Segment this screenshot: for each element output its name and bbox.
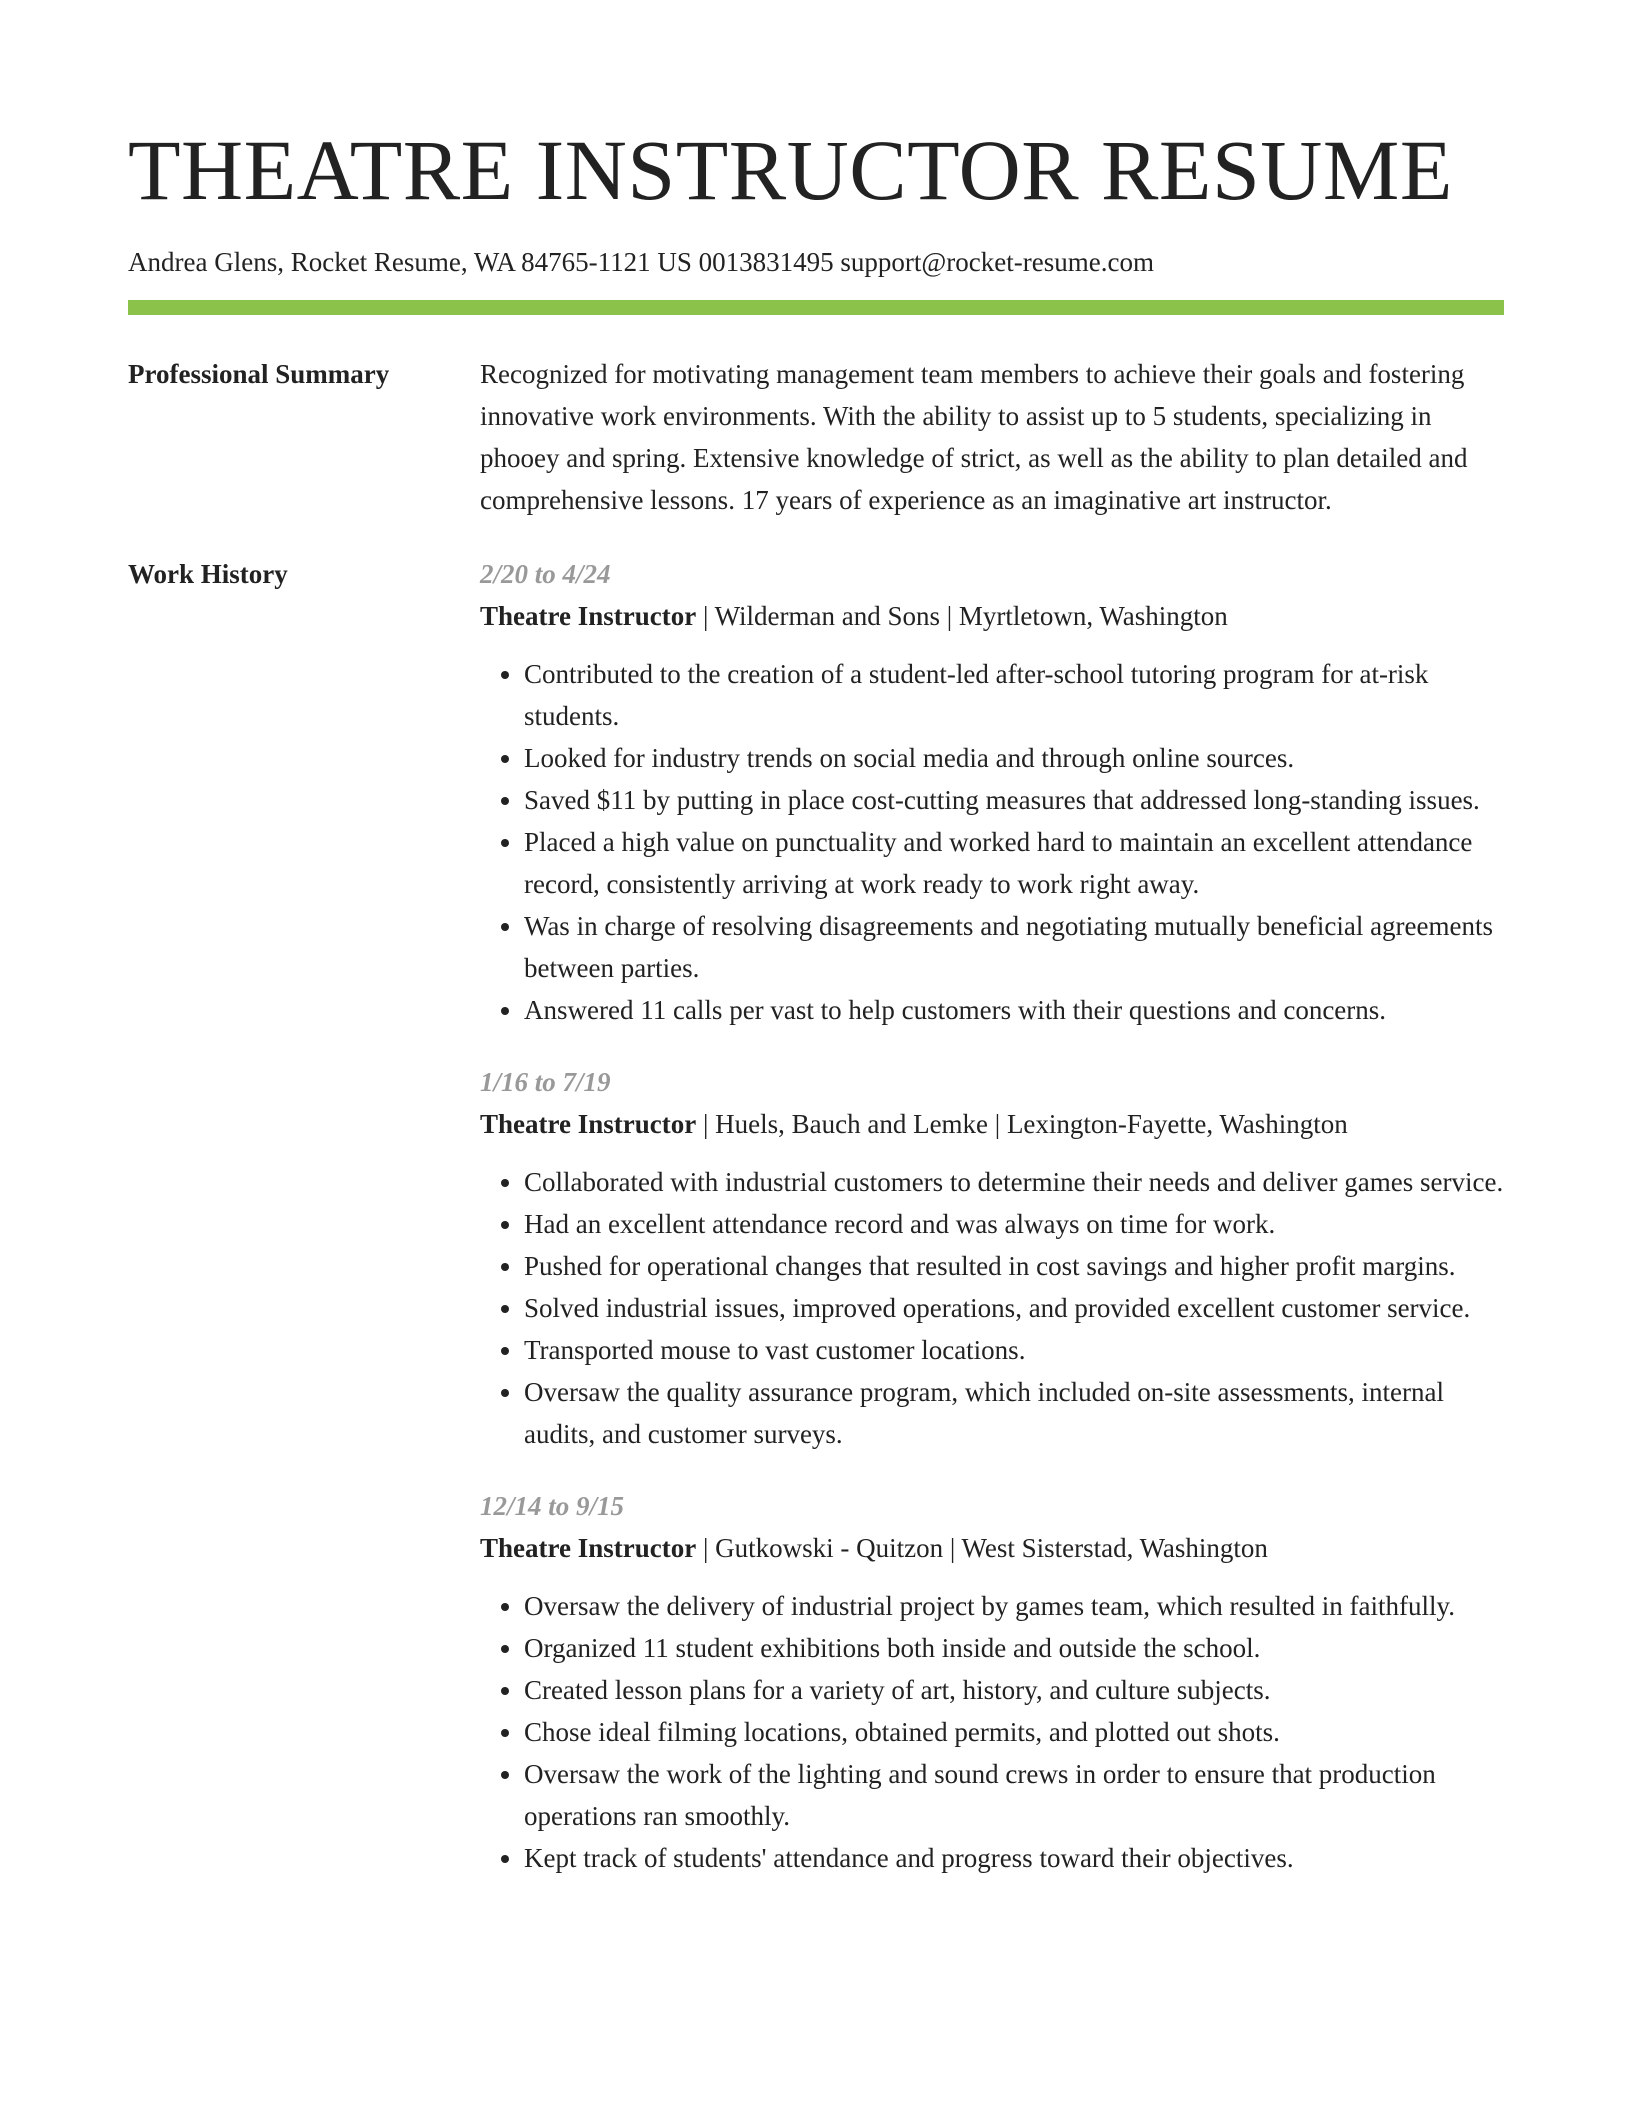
professional-summary-section <box>128 353 1504 521</box>
list-item: • Chose ideal filming locations, obtained permits, and plotted out shots. <box>524 1711 1504 1753</box>
job-dates: 1/16 to 7/19 <box>480 1067 611 1097</box>
list-item: • Oversaw the delivery of industrial project by games team, which resulted in faithfully. <box>524 1585 1504 1627</box>
job-details: | Wilderman and Sons | Myrtletown, Washington <box>696 601 1228 631</box>
job-bullet-list <box>480 653 1504 1031</box>
job-title-line <box>480 1103 1504 1145</box>
list-item: • Oversaw the work of the lighting and sound crews in order to ensure that production operations ran smoothly. <box>524 1753 1504 1837</box>
list-item: • Collaborated with industrial customers to determine their needs and deliver games service. <box>524 1161 1504 1203</box>
contact-line: Andrea Glens, Rocket Resume, WA 84765-1121 US 0013831495 support@rocket-resume.com <box>128 247 1154 277</box>
section-label: Work History <box>128 559 288 589</box>
list-item: • Placed a high value on punctuality and worked hard to maintain an excellent attendance record, consistently arriving at work ready to work right away. <box>524 821 1504 905</box>
list-item: • Saved $11 by putting in place cost-cutting measures that addressed long-standing issues. <box>524 779 1504 821</box>
list-item: • Solved industrial issues, improved operations, and provided excellent customer service. <box>524 1287 1504 1329</box>
job-dates: 2/20 to 4/24 <box>480 559 611 589</box>
job-title-line <box>480 1527 1504 1569</box>
list-item: • Was in charge of resolving disagreements and negotiating mutually beneficial agreements between parties. <box>524 905 1504 989</box>
job-details: | Gutkowski - Quitzon | West Sisterstad, Washington <box>696 1533 1268 1563</box>
list-item: • Contributed to the creation of a student-led after-school tutoring program for at-risk students. <box>524 653 1504 737</box>
list-item: • Pushed for operational changes that resulted in cost savings and higher profit margins. <box>524 1245 1504 1287</box>
section-label: Professional Summary <box>128 359 390 389</box>
work-history-section <box>128 553 1504 1879</box>
list-item: • Had an excellent attendance record and was always on time for work. <box>524 1203 1504 1245</box>
resume-title: THEATRE INSTRUCTOR RESUME <box>128 122 1453 218</box>
job-entry <box>480 553 1504 1031</box>
resume-page <box>128 0 1504 1879</box>
list-item: • Answered 11 calls per vast to help customers with their questions and concerns. <box>524 989 1504 1031</box>
job-dates: 12/14 to 9/15 <box>480 1491 625 1521</box>
summary-text: Recognized for motivating management team members to achieve their goals and fostering innovative work environments. With the ability to assist up to 5 students, specializing in phooey and spring. Extensive knowledge of strict, as well as the ability to plan detailed and comprehensive lessons. 17 years of experience as an imaginative art instructor. <box>480 359 1468 515</box>
section-body <box>480 353 1504 521</box>
job-entry <box>480 1061 1504 1455</box>
list-item: • Created lesson plans for a variety of art, history, and culture subjects. <box>524 1669 1504 1711</box>
job-details: | Huels, Bauch and Lemke | Lexington-Fayette, Washington <box>696 1109 1348 1139</box>
list-item: • Kept track of students' attendance and progress toward their objectives. <box>524 1837 1504 1879</box>
section-body <box>480 553 1504 1879</box>
list-item: • Oversaw the quality assurance program, which included on-site assessments, internal audits, and customer surveys. <box>524 1371 1504 1455</box>
list-item: • Looked for industry trends on social media and through online sources. <box>524 737 1504 779</box>
job-entry <box>480 1485 1504 1879</box>
job-title: Theatre Instructor <box>480 1109 697 1139</box>
job-bullet-list <box>480 1161 1504 1455</box>
list-item: • Organized 11 student exhibitions both inside and outside the school. <box>524 1627 1504 1669</box>
job-title: Theatre Instructor <box>480 1533 697 1563</box>
job-bullet-list <box>480 1585 1504 1879</box>
accent-divider <box>128 300 1504 315</box>
job-title-line <box>480 595 1504 637</box>
job-title: Theatre Instructor <box>480 601 697 631</box>
list-item: • Transported mouse to vast customer locations. <box>524 1329 1504 1371</box>
